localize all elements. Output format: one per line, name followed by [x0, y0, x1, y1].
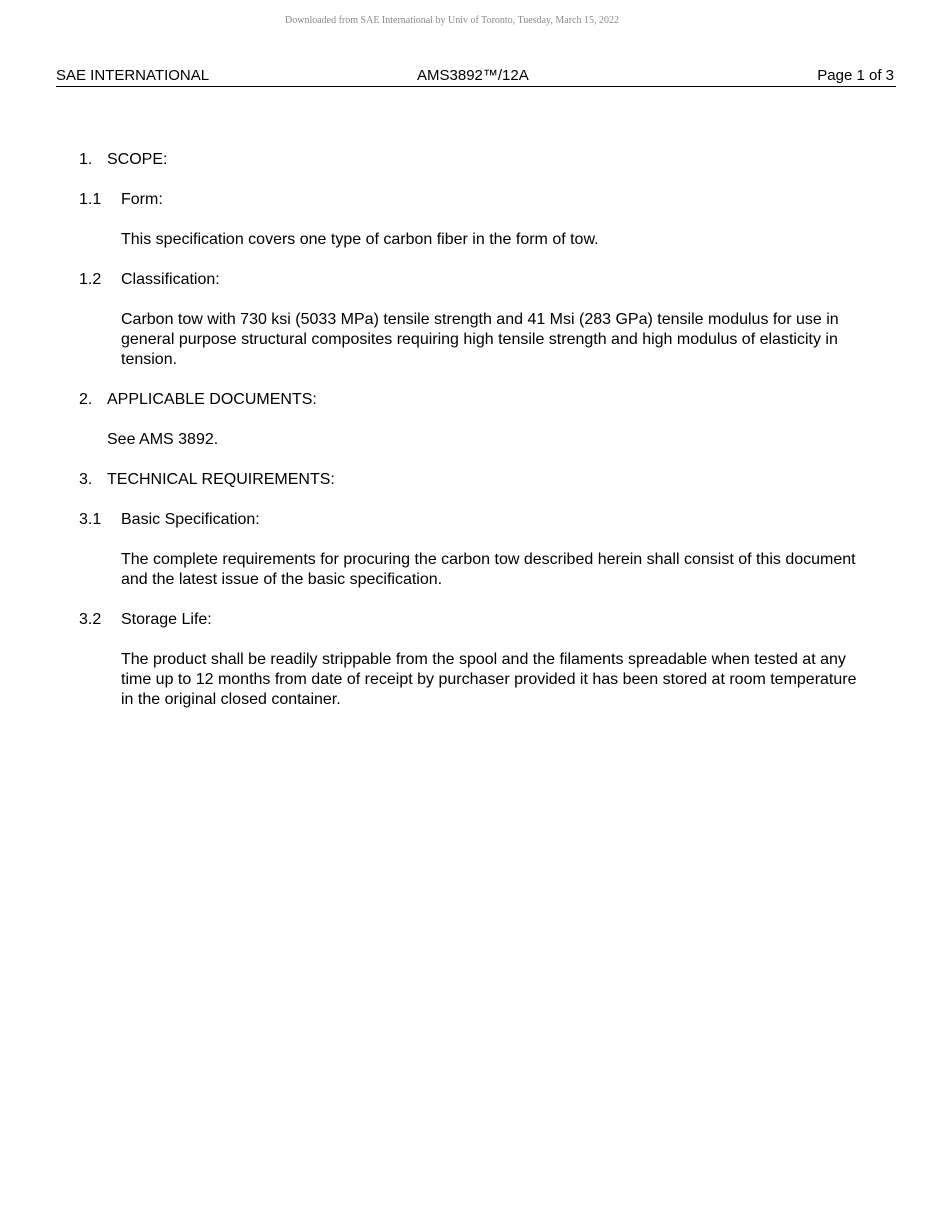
section-3-2-paragraph: The product shall be readily strippable from the spool and the filaments spreadable when tested at any time up to 12 months from date of receipt by purchaser provided it has been stored at room temperature in the original closed container.	[121, 651, 857, 708]
section-3-1-heading	[79, 510, 879, 530]
section-number: 1.	[79, 151, 93, 168]
section-1-2-paragraph: Carbon tow with 730 ksi (5033 MPa) tensile strength and 41 Msi (283 GPa) tensile modulus for use in general purpose structural composites requiring high tensile strength and high modulus of elasticity in tension.	[121, 311, 839, 368]
section-title: SCOPE:	[107, 151, 168, 168]
section-number: 3.2	[79, 611, 102, 628]
header-page-number: Page 1 of 3	[817, 67, 894, 84]
section-number: 3.1	[79, 511, 102, 528]
section-3-1-paragraph: The complete requirements for procuring the carbon tow described herein shall consist of this document and the latest issue of the basic specification.	[121, 551, 856, 588]
section-title: Form:	[121, 191, 163, 208]
section-1-2-heading	[79, 270, 879, 290]
section-number: 3.	[79, 471, 93, 488]
section-2-heading	[79, 390, 879, 410]
section-number: 2.	[79, 391, 93, 408]
header-publisher: SAE INTERNATIONAL	[56, 67, 210, 84]
section-title: Classification:	[121, 271, 220, 288]
section-1-heading	[79, 150, 879, 170]
document-body	[79, 150, 879, 730]
section-number: 1.1	[79, 191, 102, 208]
section-2-paragraph: See AMS 3892.	[107, 431, 219, 448]
section-title: Storage Life:	[121, 611, 212, 628]
section-title: Basic Specification:	[121, 511, 260, 528]
section-title: APPLICABLE DOCUMENTS:	[107, 391, 317, 408]
section-1-1-paragraph: This specification covers one type of carbon fiber in the form of tow.	[121, 231, 599, 248]
section-3-heading	[79, 470, 879, 490]
page-header	[56, 66, 896, 87]
section-title: TECHNICAL REQUIREMENTS:	[107, 471, 335, 488]
header-document-id: AMS3892™/12A	[417, 67, 529, 84]
section-1-1-heading	[79, 190, 879, 210]
section-number: 1.2	[79, 271, 102, 288]
download-watermark: Downloaded from SAE International by Univ of Toronto, Tuesday, March 15, 2022	[285, 15, 619, 26]
section-3-2-heading	[79, 610, 879, 630]
